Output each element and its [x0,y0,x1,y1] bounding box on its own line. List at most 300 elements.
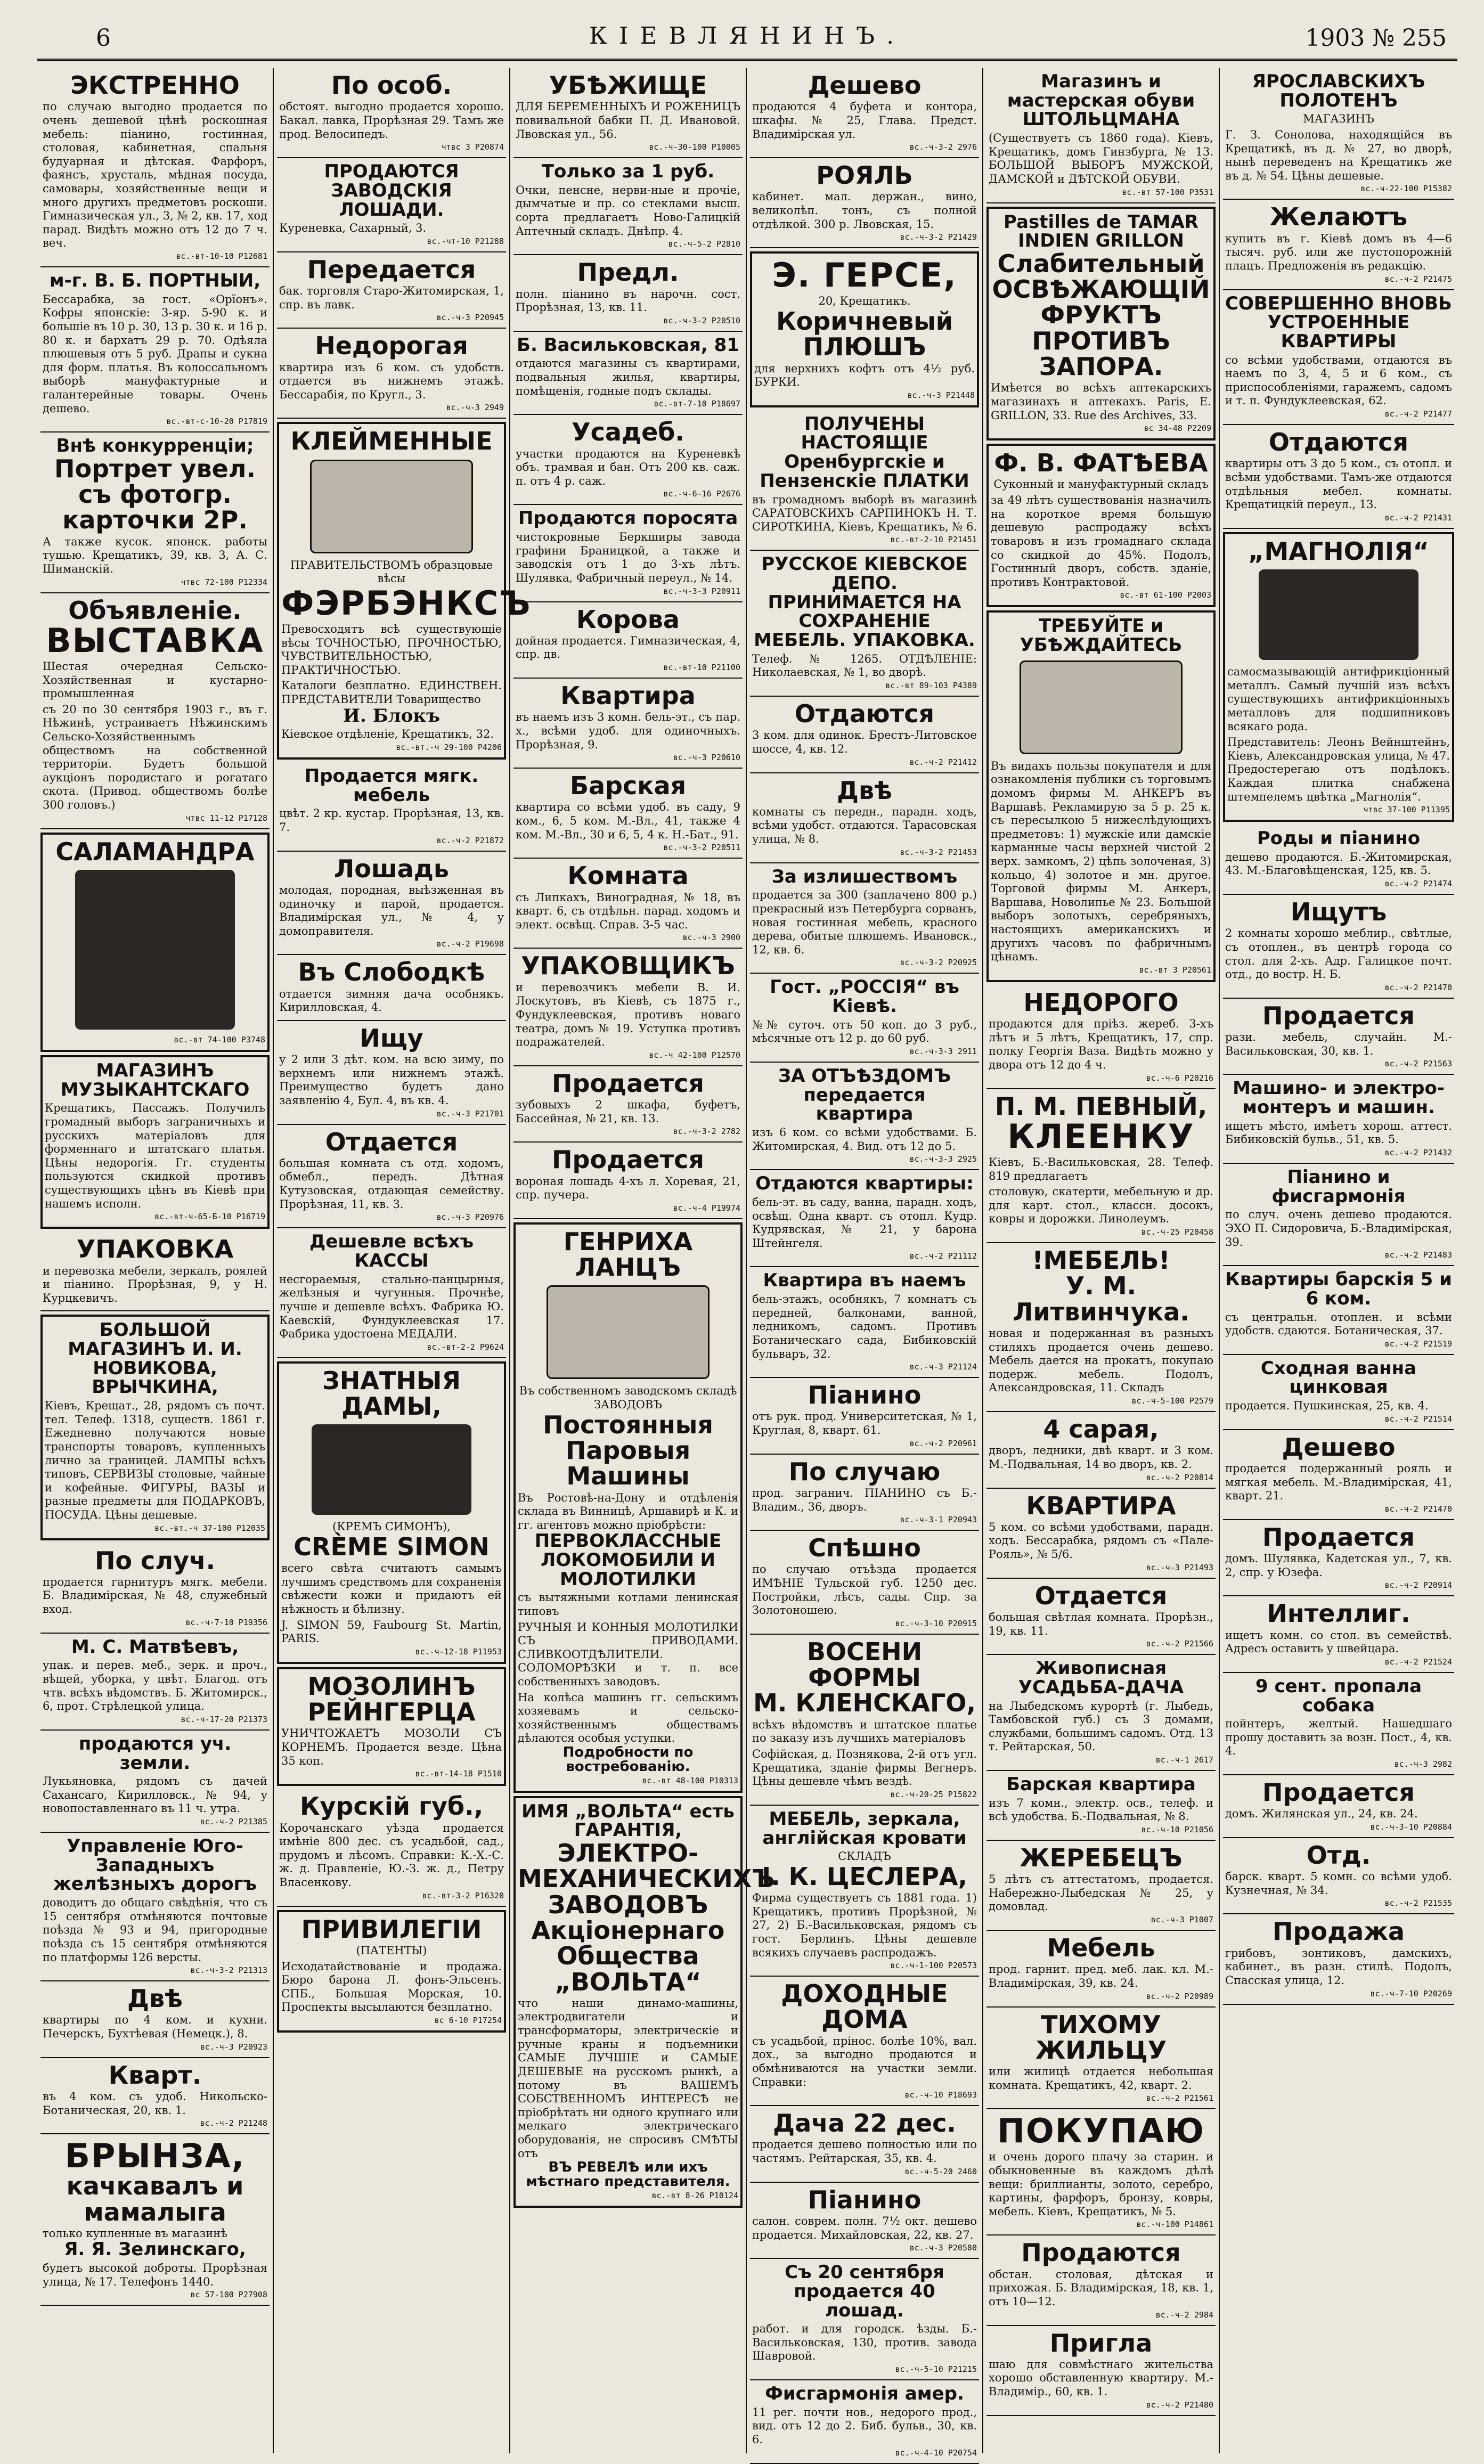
column-5 [983,68,1220,2453]
ad-code-ref: вс.-ч-2 Р21412 [909,757,977,767]
ad-body: столовую, скатерти, мебельную и др. для карт. стол., классн. досокъ, ковры и дорожки. Линолеумъ. [989,1185,1213,1226]
col5-ad [986,1579,1216,1655]
ad-title: ДОХОДНЫЕ ДОМА [781,1979,948,2034]
col4-ad [750,773,979,863]
col4-ad [750,1531,979,1635]
ad-title: Спѣшно [808,1533,921,1563]
col4-ad [750,2106,979,2183]
ad-title: Я. Я. Зелинскаго, [64,2239,246,2261]
ad-title: Фисгармонія амер. [765,2383,964,2405]
ad-title: БОЛЬШОЙ МАГАЗИНЪ И. И. НОВИКОВА, ВРЫЧКИНА, [68,1319,242,1398]
ad-title: Дешево [1282,1432,1396,1462]
ad-body: Лукьяновка, рядомъ съ дачей Сахансаго, Кирилловск., № 94, у новопоставленнаго въ 11 ч. утра. [43,1775,267,1815]
ad-code-ref: вс.-ч-3-2 Р20925 [900,958,977,968]
ad-title: Отдается [325,1127,458,1156]
ad-illustration [547,1285,710,1379]
col2-ad [277,852,506,956]
col2-ad [277,252,506,329]
ad-title: Въ Слободкѣ [298,958,485,987]
ad-body: J. SIMON 59, Faubourg St. Martin, PARIS. [281,1618,502,1645]
ad-title: Продаются [1021,2238,1181,2267]
ad-body: пойнтеръ, желтый. Нашедшаго прошу доставить за возн. Пост., 4, кв. 4. [1225,1717,1452,1758]
ad-body: и перевозчикъ мебели В. И. Лоскутовъ, въ Кіевѣ, съ 1875 г., Фундуклеевская, противъ новаго театра, домъ № 19. Уступка противъ подражателей. [516,981,740,1049]
ad-body: продается дешево полностью или по частямъ. Рейтарская, 35, кв. 4. [752,2138,977,2165]
ad-title: 9 сент. пропала собака [1255,1675,1422,1716]
ad-title: М. С. Матвѣевъ, [71,1636,239,1658]
ad-body: 2 комнаты хорошо меблир., свѣтлые, съ отоплен., въ центрѣ города со стол. для 2-хъ. Адр. Галицкое почт. отд., до востр. Н. Б. [1225,927,1452,981]
ad-code-ref: вс.-ч-1-100 Р20573 [890,1961,977,1971]
ad-title: Съ 20 сентября продается 40 лошад. [785,2262,944,2321]
ad-title: Продается [552,1068,704,1098]
ad-title: ПОЛУЧЕНЫ НАСТОЯЩІЕ Оренбургскіе и Пензенскіе ПЛАТКИ [760,413,969,492]
col3-ad [513,1143,743,1219]
column-3 [510,68,775,2453]
ad-body: большая свѣтлая комната. Прорѣзн., 19, кв. 11. [989,1610,1213,1637]
ad-code-ref: вс.-вт-ч-65-Б-10 Р16719 [154,1212,265,1222]
ad-code-ref: вс.-ч-3 Р21124 [909,1362,977,1372]
ad-title: ЗА ОТЪѢЗДОМЪ передается квартира [778,1065,951,1125]
ad-code-ref: вс.-ч-3-2 Р20510 [663,315,740,325]
ad-title: ЭЛЕКТРО-МЕХАНИЧЕСКИХЪ ЗАВОДОВЪ Акціонернаго Общества „ВОЛЬТА“ [518,1839,775,1996]
col4-ad [750,551,979,697]
col5-ad [1223,1596,1454,1673]
col5-ad [1223,895,1454,999]
ad-title: ЯРОСЛАВСКИХЪ ПОЛОТЕНЪ [1252,71,1425,111]
ad-code-ref: вс.-ч-3 2982 [1394,1759,1452,1769]
ad-title: Дача 22 дес. [773,2109,956,2138]
col5-ad [1223,68,1454,200]
ad-illustration [1020,660,1183,754]
ad-title: САЛАМАНДРА [55,837,255,866]
ad-sub: МАГАЗИНЪ [1303,112,1374,126]
ad-body: со всѣми удобствами, отдаются въ наемъ по 3, 4, 5 и 6 ком., съ приспособленіями, гаражемъ, садомъ и т. п. Фундуклеевская, 62. [1225,353,1452,407]
ad-title: ФЭРБЭНКСЪ [281,583,532,623]
col5-ad [986,610,1216,982]
ad-body: Куреневка, Сахарный, 3. [279,222,427,235]
ad-body: съ Липкахъ, Виноградная, № 18, въ кварт. 6, съ отдѣльн. парад. ходомъ и элект. освѣщ. Справ. 3-5 час. [516,891,740,931]
col5-ad [986,444,1216,607]
page-header [37,21,1457,61]
ad-body: всего свѣта считаютъ самымъ лучшимъ средствомъ для сохраненія свѣжести кожи и придаютъ ей нѣжность и бѣлизну. [281,1562,502,1616]
ad-title: Кварт. [108,2060,202,2090]
ad-body: зубовыхъ 2 шкафа, буфетъ, Бассейная, № 21, кв. 13. [516,1098,740,1125]
ad-sub: Въ собственномъ заводскомъ складѣ ЗАВОДОВЪ [519,1384,737,1411]
ad-body: Исходатайствованіе и продажа. Бюро барона Л. фонъ-Эльсенъ. СПБ., Большая Морская, 10. Проспекты высылаются безплатно. [281,1960,502,2014]
ad-title: Продаются поросята [518,508,738,529]
ad-body: 5 лѣтъ съ аттестатомъ, продается. Набережно-Лыбедская № 25, у домовлад. [989,1873,1213,1913]
ad-body: продаются для пріѣз. жереб. 3-хъ лѣтъ и 5 лѣтъ, Крещатикъ, 17, спр. полку Георгія Ваза. Видѣть можно у двора отъ 12 до 4 ч. [989,1017,1213,1071]
ad-title: Передается [307,255,476,284]
col3-ad [513,158,743,255]
ad-title: Интеллиг. [1267,1599,1410,1628]
ad-title: ТИХОМУ ЖИЛЬЦУ [1035,2010,1167,2065]
col1-ad [40,1981,270,2058]
ad-title: ВЫСТАВКА [46,621,264,660]
ad-code-ref: вс.-вт-7-10 Р18697 [654,399,740,409]
ad-title: КВАРТИРА [1026,1491,1176,1520]
ad-title: РОЯЛЬ [816,161,913,190]
col2-ad [277,422,532,760]
ad-body: бак. торговля Старо-Житомирская, 1, спр. въ лавк. [279,284,504,311]
col3-ad [513,255,743,332]
ad-code-ref: вс.-вт 74-100 Р3748 [174,1034,265,1045]
col2-ad [277,329,506,419]
ad-body: самосмазывающій антифрикціонный металлъ. Самый лучшій изъ всѣхъ существующихъ антифрикціонныхъ металловъ для подшипниковъ всякаго рода. [1227,665,1450,733]
ad-code-ref: вс.-вт-10-10 Р12681 [176,251,267,261]
ad-code-ref: вс.-ч-2 Р21519 [1384,1339,1452,1349]
col4-ad [750,1267,979,1378]
ad-body: Телеф. № 1265. ОТДѢЛЕНІЕ: Николаевская, № 1, во дворѣ. [752,652,977,679]
ad-title: Ф. В. ФАТѢЕВА [994,448,1208,478]
ad-body: РУЧНЫЯ И КОННЫЯ МОЛОТИЛКИ СЪ ПРИВОДАМИ. СЛИВКООТДѢЛИТЕЛИ. СОЛОМОРѢЗКИ и т. п. все собственныхъ заводовъ. [518,1620,738,1688]
ad-title: Машино- и электро-монтеръ и машин. [1233,1078,1445,1119]
ad-code-ref: вс.-ч-2 Р21432 [1384,1147,1452,1157]
col3-ad [513,1066,743,1143]
ad-body: на Лыбедскомъ курортѣ (г. Лыбедь, Тамбовской губ.) съ 3 домами, службами, большимъ садомъ. Отд. 13 т. Рейтарская, 50. [989,1699,1213,1753]
ad-body: УНИЧТОЖАЕТЪ МОЗОЛИ СЪ КОРНЕМЪ. Продается везде. Цѣна 35 коп. [281,1727,502,1767]
ad-sub: (КРЕМЪ СИМОНЪ), [332,1520,451,1533]
col1-ad [40,2058,270,2135]
ad-body: Фирма существуетъ съ 1881 года. 1) Крещатикъ, противъ Прорѣзной, № 27, 2) Б.-Васильковская, рядомъ съ гост. Берлинъ. Цѣны дешевле всякихъ случаевъ распродажъ. [752,1891,977,1959]
ad-body: или жилицѣ отдается небольшая комната. Крещатикъ, 42, кварт. 2. [989,2065,1213,2092]
ad-title: Продается [1262,1522,1415,1552]
col5-ad [986,1243,1216,1412]
ad-title: Отдается [1034,1581,1168,1610]
col4-ad [750,1455,979,1531]
ad-code-ref: вс.-ч-3 Р21448 [907,390,975,400]
ad-body: обстан. столовая, дѣтская и прихожая. Б. Владимірская, 18, кв. 1, отъ 10—12. [989,2267,1213,2308]
ad-title: Роды и піанино [1257,828,1421,850]
ad-title: Лошадь [334,854,449,883]
ad-code-ref: вс.-ч-3 Р20610 [673,753,740,763]
ad-title: Мебель [1047,1933,1155,1962]
ad-body: Каталоги безплатно. ЕДИНСТВЕН. ПРЕДСТАВИТЕЛИ Товарищество [281,679,502,706]
ad-code-ref: вс.-чт-10 Р21288 [427,236,504,246]
col2-ad [277,955,506,1021]
ad-code-ref: вс.-ч-3 Р21493 [1146,1562,1213,1572]
col5-ad [1223,1775,1454,1838]
ad-title: Пригла [1049,2328,1153,2357]
ad-title: Постоянныя Паровыя Машины [543,1410,713,1491]
col5-ad [1223,425,1454,529]
ad-body: въ 4 ком. съ удоб. Никольско-Ботаническая, 20, кв. 1. [43,2090,267,2117]
ad-body: ДЛЯ БЕРЕМЕННЫХЪ И РОЖЕНИЦЪ повивальной бабки П. Д. Ивановой. Лвовская ул., 56. [516,100,740,141]
ad-title: „МАГНОЛІЯ“ [1248,536,1429,566]
col5-ad [1223,532,1454,822]
ad-title: МОЗОЛИНЪ [307,1671,476,1701]
ad-body: барск. кварт. 5 комн. со всѣми удоб. Кузнечная, № 34. [1225,1870,1452,1897]
ad-code-ref: вс.-ч-2 Р19698 [436,939,504,949]
col4-ad [750,697,979,773]
ad-body: квартиры по 4 ком. и кухни. Печерскъ, Бухтѣевая (Немецк.), 8. [43,2013,267,2041]
ad-title: Отдаются квартиры: [755,1173,974,1195]
col5-ad [1223,200,1454,290]
ad-body: изъ 7 комн., электр. осв., телеф. и всѣ удобства. Б.-Подвальная, № 8. [989,1796,1213,1823]
ad-code-ref: вс.-вт.-ч 29-100 Р4206 [396,743,502,752]
ad-code-ref: вс.-ч-3-3 2925 [909,1154,977,1164]
ad-body: упак. и перев. меб., зерк. и проч., вѣщей, уборка, у цвѣт. Благод. отъ чтв. всѣхъ вѣдомствъ. Б. Житомирск., 6, прот. Стрѣлецкой улица. [43,1659,267,1713]
ad-body: въ наемъ изъ 3 комн. бель-эт., съ пар. х., всѣми удоб. для одиночныхъ. Прорѣзная, 9. [516,711,740,751]
col3-ad [513,68,743,158]
ad-code-ref: вс.-ч-2 Р21112 [909,1251,977,1261]
ad-body: Представитель: Леонъ Вейнштейнъ, Кіевъ, Александровская улица, № 47. Предостерегаю отъ подѣлокъ. Каждая плитка снабжена штемпелемъ цвѣтка „Магнолія“. [1227,736,1450,803]
ad-body: дворъ, ледники, двѣ кварт. и 3 ком. М.-Подвальная, 14 во дворъ, кв. 2. [989,1444,1213,1471]
ad-code-ref: вс.-вт 8-26 Р10124 [651,2190,738,2200]
ad-code-ref: вс 57-100 Р27908 [190,2290,267,2300]
ad-body: и очень дорого плачу за старин. и обыкновенные въ каждомъ дѣлѣ вещи: бриллианты, золото, серебро, картины, фарфоръ, бронзу, ковры, мебель. Кіевъ, Крещатикъ, № 5. [989,2150,1213,2218]
column-1 [37,68,274,2453]
ad-code-ref: вс.-ч-5-20 2460 [904,2166,977,2176]
col2-ad [277,158,506,252]
ad-body: всѣхъ вѣдомствъ и штатское платье по заказу изъ лучшихъ матеріаловъ [752,1718,977,1745]
ad-title: Коричневый ПЛЮШЪ [776,306,953,362]
ad-title: Живописная УСАДЬБА-ДАЧА [1018,1658,1184,1698]
ad-code-ref: вс.-ч-3 Р20923 [200,2042,267,2052]
ad-body: Имѣется во всѣхъ аптекарскихъ магазинахъ и аптекахъ. Paris, E. GRILLON, 33. Rue des Archives, 33. [991,381,1211,422]
ad-body: купить въ г. Кіевѣ домъ въ 4—6 тысяч. руб. или же пустопорожній плацъ. Предложенія въ редакцію. [1225,232,1452,272]
ad-code-ref: вс.-ч-2 Р21566 [1146,1639,1213,1649]
ad-body: дойная продается. Гимназическая, 4, спр. дв. [516,634,740,661]
ad-code-ref: вс.-ч-1 2617 [1155,1755,1213,1765]
ad-code-ref: вс.-ч-2 Р21475 [1384,274,1452,284]
ad-body: для верхнихъ кофтъ отъ 4½ руб. БУРКИ. [754,362,975,389]
ad-title: РЕЙНГЕРЦА [307,1698,476,1727]
ad-body: у 2 или 3 дѣт. ком. на всю зиму, по верхнемъ или нижнемъ этажѣ. Преимущество будетъ дано заявленію 4, Бул. 4, въ кв. 4. [279,1053,504,1107]
ad-body: доводитъ до общаго свѣдѣнія, что съ 15 сентября отмѣняются почтовые поѣзда № 93 и 94, пригородные поѣзда съ 15 сентября отмѣняются по платформы 126 версты. [43,1896,267,1964]
col4-ad [750,1806,979,1977]
ad-body: 3 ком. для одинок. Брестъ-Литовское шоссе, 4, кв. 12. [752,729,977,755]
ad-title: Гост. „РОССІЯ“ въ Кіевѣ. [770,976,959,1017]
ad-code-ref: вс.-ч-30-100 Р10005 [649,142,740,152]
ad-code-ref: вс.-ч-3 2900 [682,933,740,943]
col5-ad [1223,1266,1454,1355]
ad-illustration [312,1424,471,1515]
col5-ad [1223,1355,1454,1430]
ad-body: Шестая очередная Сельско-Хозяйственная и кустарно-промышленная [43,659,267,700]
ad-code-ref: вс 34-48 Р2209 [1144,423,1211,434]
ad-code-ref: вс.-ч-2 Р21563 [1384,1059,1452,1069]
ad-illustration [310,460,473,553]
col5-ad [1223,1164,1454,1266]
ad-body: Кіевское отдѣленіе, Крещатикъ, 32. [281,728,494,741]
ad-code-ref: вс.-вт 3 Р20561 [1139,965,1211,975]
ad-body: будетъ высокой доброты. Прорѣзная улица, № 17. Телефонъ 1440. [43,2262,267,2288]
ad-code-ref: вс.-ч-3-2 Р21429 [900,232,977,242]
ad-body: отдается зимняя дача особнякъ. Кирилловская, 4. [279,987,504,1014]
ad-code-ref: вс.-ч-3 2949 [446,403,504,413]
ad-code-ref: вс.-вт-3-2 Р16320 [422,1890,504,1900]
ad-body: работ. и для городск. ѣзды. Б.-Васильковская, 130, против. завода Шавровой. [752,2322,977,2363]
ad-title: По случаю [788,1457,941,1486]
ad-code-ref: вс.-ч-2 Р21561 [1146,2093,1213,2103]
col5-ad [986,1841,1216,1931]
ad-body: чистокровные Беркширы завода графини Браницкой, а также и заводскія отъ 1 до 3-хъ лѣтъ. Шулявка, Фабричный переул., № 14. [516,531,740,584]
col5-ad [986,1089,1216,1243]
ad-code-ref: вс.-ч-3-10 Р20915 [895,1618,977,1628]
ad-code-ref: чтвс 11-12 Р17128 [185,813,267,823]
ad-code-ref: вс.-вт.-ч 37-100 Р12035 [154,1523,265,1533]
ad-body: квартиры отъ 3 до 5 ком., съ отопл. и всѣми удобствами. Тамъ-же отдаются отдѣльныя мебел. комнаты. Крещатицкій переул., 13. [1225,457,1452,511]
ad-title: продаются уч. земли. [78,1733,232,1774]
col4-ad [750,2380,979,2464]
col2-ad [277,1361,506,1664]
ad-code-ref: вс.-ч-2 Р21477 [1384,409,1452,419]
ad-title: Объявленіе. [68,595,242,625]
ad-title: Сходная ванна цинковая [1260,1357,1417,1398]
ad-sign: И. Блокъ [343,705,441,727]
ad-title: Недорогая [315,331,468,361]
col3-ad [513,679,743,769]
ad-code-ref: вс.-ч-3-3 Р20911 [663,586,740,596]
ad-title: По особ. [331,71,452,100]
ad-title: Продается [1262,1001,1415,1030]
ad-code-ref: вс.-ч-3 Р1007 [1151,1914,1213,1924]
ad-title: Б. Васильковская, 81 [517,334,739,356]
ad-code-ref: вс.-ч-5-100 Р2579 [1131,1396,1213,1406]
ad-code-ref: вс.-ч-3 Р20976 [436,1212,504,1222]
col4-ad [750,2183,979,2259]
ad-title: ЗНАТНЫЯ ДАМЫ, [322,1366,461,1421]
ad-illustration [75,870,235,1030]
ad-code-ref: вс.-ч-17-20 Р21373 [181,1714,267,1724]
ad-body: (Существуетъ съ 1860 года). Кіевъ, Крещатикъ, домъ Гинзбурга, № 13. БОЛЬШОЙ ВЫБОРЪ МУЖСКОЙ, ДАМСКОЙ и ДѢТСКОЙ ОБУВИ. [989,132,1213,185]
ad-title: Корова [576,605,680,634]
ad-body: съ усадьбой, прінос. болѣе 10%, вал. дох., за выгодно продаются и обмѣниваются на участки земли. Справки: [752,2034,977,2088]
ad-code-ref: вс.-ч-7-10 Р20269 [1370,1988,1452,1998]
ad-code-ref: вс.-ч-3-2 2976 [909,142,977,152]
ad-title: Квартиры барскія 5 и 6 ком. [1225,1269,1452,1309]
ad-title: МАГАЗИНЪ МУЗЫКАНТСКАГО [60,1059,250,1100]
ad-body: квартира со всѣми удоб. въ саду, 9 ком., 6, 5 ком. М.-Вл., 41, также 4 ком. М.-Вл., 30 и 6, 5, 4 к. Н.-Бат., 91. [516,801,740,841]
ad-title: Отдаются [1268,428,1409,457]
col1-ad [40,433,270,593]
ad-title: Слабительный ОСВѢЖАЮЩІЙ ФРУКТЪ ПРОТИВЪ ЗАПОРА. [992,249,1210,381]
ad-body: бель-этажъ, особнякъ, 7 комнатъ съ передней, балконами, ванной, ледникомъ, садомъ. Противъ Ботаническаго сада, Бибиковскій бульваръ, 32. [752,1293,977,1360]
col5-ad [1223,999,1454,1075]
ad-code-ref: вс.-ч-10 Р18693 [904,2090,977,2100]
col5-ad [1223,1838,1454,1915]
col4-ad [750,1063,979,1170]
ad-body: полн. піанино въ нарочн. сост. Прорѣзная, 13, кв. 11. [516,287,740,314]
ad-title: ПЕРВОКЛАССНЫЕ ЛОКОМОБИЛИ И МОЛОТИЛКИ [534,1530,722,1590]
ad-body: домъ. Шулявка, Кадетская ул., 7, кв. 2, спр. у Юзефа. [1225,1552,1452,1579]
ad-sub: СКЛАДЪ [838,1850,891,1863]
ad-title: Э. ГЕРСЕ, [772,256,957,295]
col2-ad [277,763,506,852]
col5-ad [986,207,1216,441]
ad-body: и перевозка мебели, зеркалъ, роялей и піанино. Прорѣзная, 9, у Н. Курцкевичъ. [43,1264,267,1304]
col3-ad [513,505,743,602]
ad-code-ref: вс.-вт-14-18 Р1510 [415,1769,502,1779]
col1-ad [40,1833,270,1981]
ad-body: по случаю выгодно продается по очень дешевой цѣнѣ роскошная мебель: піанино, гостинная, столовая, кабинетная, спальня будуарная и дѣтская. Фарфоръ, фаянсъ, хрусталь, мѣдная посуда, самовары, хозяйственные вещи и много другихъ предметовъ роскоши. Гимназическая ул., 3, № 2, кв. 17, ход парад. Видѣть можно отъ 12 до 7 ч. веч. [43,100,267,250]
ad-code-ref: чтвс 37-100 Р11395 [1363,805,1450,815]
ad-body: дешево продаются. Б.-Житомирская, 43. М.-Благовѣщенская, 125, кв. 5. [1225,850,1452,877]
col4-ad [750,974,979,1063]
ad-code-ref: вс.-вт 48-100 Р10313 [642,1775,738,1785]
ad-title: УПАКОВЩИКЪ [521,951,735,981]
ad-code-ref: вс.-вт-с-10-20 Р17819 [166,417,267,427]
ad-code-ref: вс.-ч-3 Р20580 [909,2243,977,2253]
ad-title: Портрет увел. съ фотогр. карточки 2Р. [54,454,256,535]
col1-ad [40,833,270,1052]
ad-title: м-г. В. Б. ПОРТНЫИ, [49,270,261,291]
ad-title: РУССКОЕ КІЕВСКОЕ ДЕПО. ПРИНИМАЕТСЯ НА СОХРАНЕНІЕ МЕБЕЛЬ. УПАКОВКА. [754,553,975,651]
col4-ad [750,158,979,248]
col3-ad [513,602,743,679]
col4-ad [750,2259,979,2380]
ad-code-ref: вс.-вт 57-100 Р3531 [1122,187,1213,197]
ad-code-ref: вс.-ч-2 Р21474 [1384,879,1452,889]
ad-title: Предл. [577,258,679,287]
ad-title: Продается [1262,1778,1415,1807]
col4-ad [750,1170,979,1267]
ad-sub: 20, Крещатикъ. [818,295,911,308]
ad-title: Отд. [1306,1840,1371,1870]
ad-title: ГЕНРИХА ЛАНЦЪ [563,1227,693,1282]
col5-ad [986,2326,1216,2416]
ad-title: За излишествомъ [771,866,958,887]
ad-code-ref: вс.-ч-10 Р21056 [1141,1824,1213,1834]
ad-title: ВОСЕНИ ФОРМЫ [806,1637,923,1692]
ad-body: бель-эт. въ саду, ванна, парадн. ходъ, освѣщ. Одна кварт. съ отопл. Кудр. Кудрявская, № 21, у барона Штейнгеля. [752,1195,977,1250]
col4-ad [750,1378,979,1455]
column-2 [274,68,532,2453]
ad-body: отдаются магазины съ квартирами, подвальныя жилья, квартиры, помѣщенія, годные подъ склады. [516,357,740,397]
col1-ad [40,1055,270,1229]
ad-code-ref: вс.-ч-6-16 Р2676 [663,489,740,499]
ad-title: ЭКСТРЕННО [70,71,240,100]
ad-foot: ВЪ РЕВЕЛѢ или ихъ мѣстнаго представителя. [526,2159,730,2190]
ad-code-ref: вс.-ч-2 Р21514 [1384,1414,1452,1424]
column-6 [1220,68,1457,2453]
ad-code-ref: вс.-вт-2-10 Р21451 [890,535,977,545]
col5-ad [1223,1520,1454,1597]
ad-body: домъ. Жилянская ул., 24, кв. 24. [1225,1807,1418,1821]
ad-title: П. М. ПЕВНЫЙ, [994,1091,1208,1121]
ad-code-ref: вс.-ч-20-25 Р15822 [890,1789,977,1799]
ad-body: Очки, пенсне, нерви-ные и прочіе, дымчатые и пр. со стеклами высш. сорта предлагаетъ Ново-Галицкій Аптечный складъ. Днѣпр. 4. [516,183,740,238]
ad-code-ref: вс.-ч-3-3 2911 [909,1046,977,1056]
ad-body: продается за 300 (заплачено 800 р.) прекрасный изъ Петербурга сорванъ, новая гостинная мебель, красного дерева, обитые плюшемъ. Ивановск., 12, кв. 6. [752,888,977,956]
ad-code-ref: вс.-ч-2 Р21431 [1384,512,1452,523]
ad-title: І. К. ЦЕСЛЕРА, [762,1862,967,1891]
ad-body: обстоят. выгодно продается хорошо. Бакал. лавка, Прорѣзная 29. Тамъ же прод. Велосипедъ. [279,100,504,141]
col3-ad [513,415,743,505]
ad-code-ref: вс.-ч-12-18 Р11953 [415,1646,502,1657]
col4-ad [750,1635,979,1806]
ad-body: Софійская, д. Познякова, 2-й отъ угл. Крещатика, зданіе фирмы Вегнеръ. Цѣны дешевле чѣмъ вездѣ. [752,1747,977,1788]
ad-body: Кіевъ, Крещат., 28, рядомъ съ почт. тел. Телеф. 1318, существ. 1861 г. Ежедневно получаются новые транспорты товаровъ, купленныхъ лично за границей. ЛАМПЫ всѣхъ типовъ, СЕРВИЗЫ столовые, чайные и кофейные. ФИГУРЫ, ВАЗЫ и разные предметы для ПОДАРКОВЪ, ПОСУДА. Цѣны дешевые. [45,1399,265,1521]
ad-title: ТРЕБУЙТЕ и УБѢЖДАЙТЕСЬ [1020,615,1183,656]
ad-code-ref: вс.-ч-2 Р20989 [1146,1991,1213,2001]
ad-title: ИМЯ „ВОЛЬТА“ есть ГАРАНТІЯ, [521,1800,735,1841]
col3-ad [513,769,743,859]
ad-code-ref: вс.-ч-2 Р20914 [1384,1580,1452,1590]
ad-body: продается. Пушкинская, 25, кв. 4. [1225,1399,1429,1413]
ad-code-ref: вс.-ч-2 Р21248 [200,2118,267,2128]
col5-ad [1223,1673,1454,1775]
col1-ad [40,2134,270,2306]
ad-foot: Подробности по востребованію. [562,1744,694,1775]
ad-body: продается подержанный рояль и мягкая мебель. М.-Владимірская, 41, кварт. 21. [1225,1462,1452,1503]
ad-code-ref: вс.-ч-2 2984 [1155,2310,1213,2320]
ad-code-ref: вс.-ч-5-10 Р21215 [895,2364,977,2375]
ad-code-ref: вс.-ч-4-10 Р20754 [895,2447,977,2458]
ad-title: Піанино [808,2185,922,2214]
ad-code-ref: вс.-ч-4 Р19974 [673,1203,740,1213]
ad-body: продаются 4 буфета и контора, шкафы. № 25, Глава. Предст. Владимірская ул. [752,100,977,141]
